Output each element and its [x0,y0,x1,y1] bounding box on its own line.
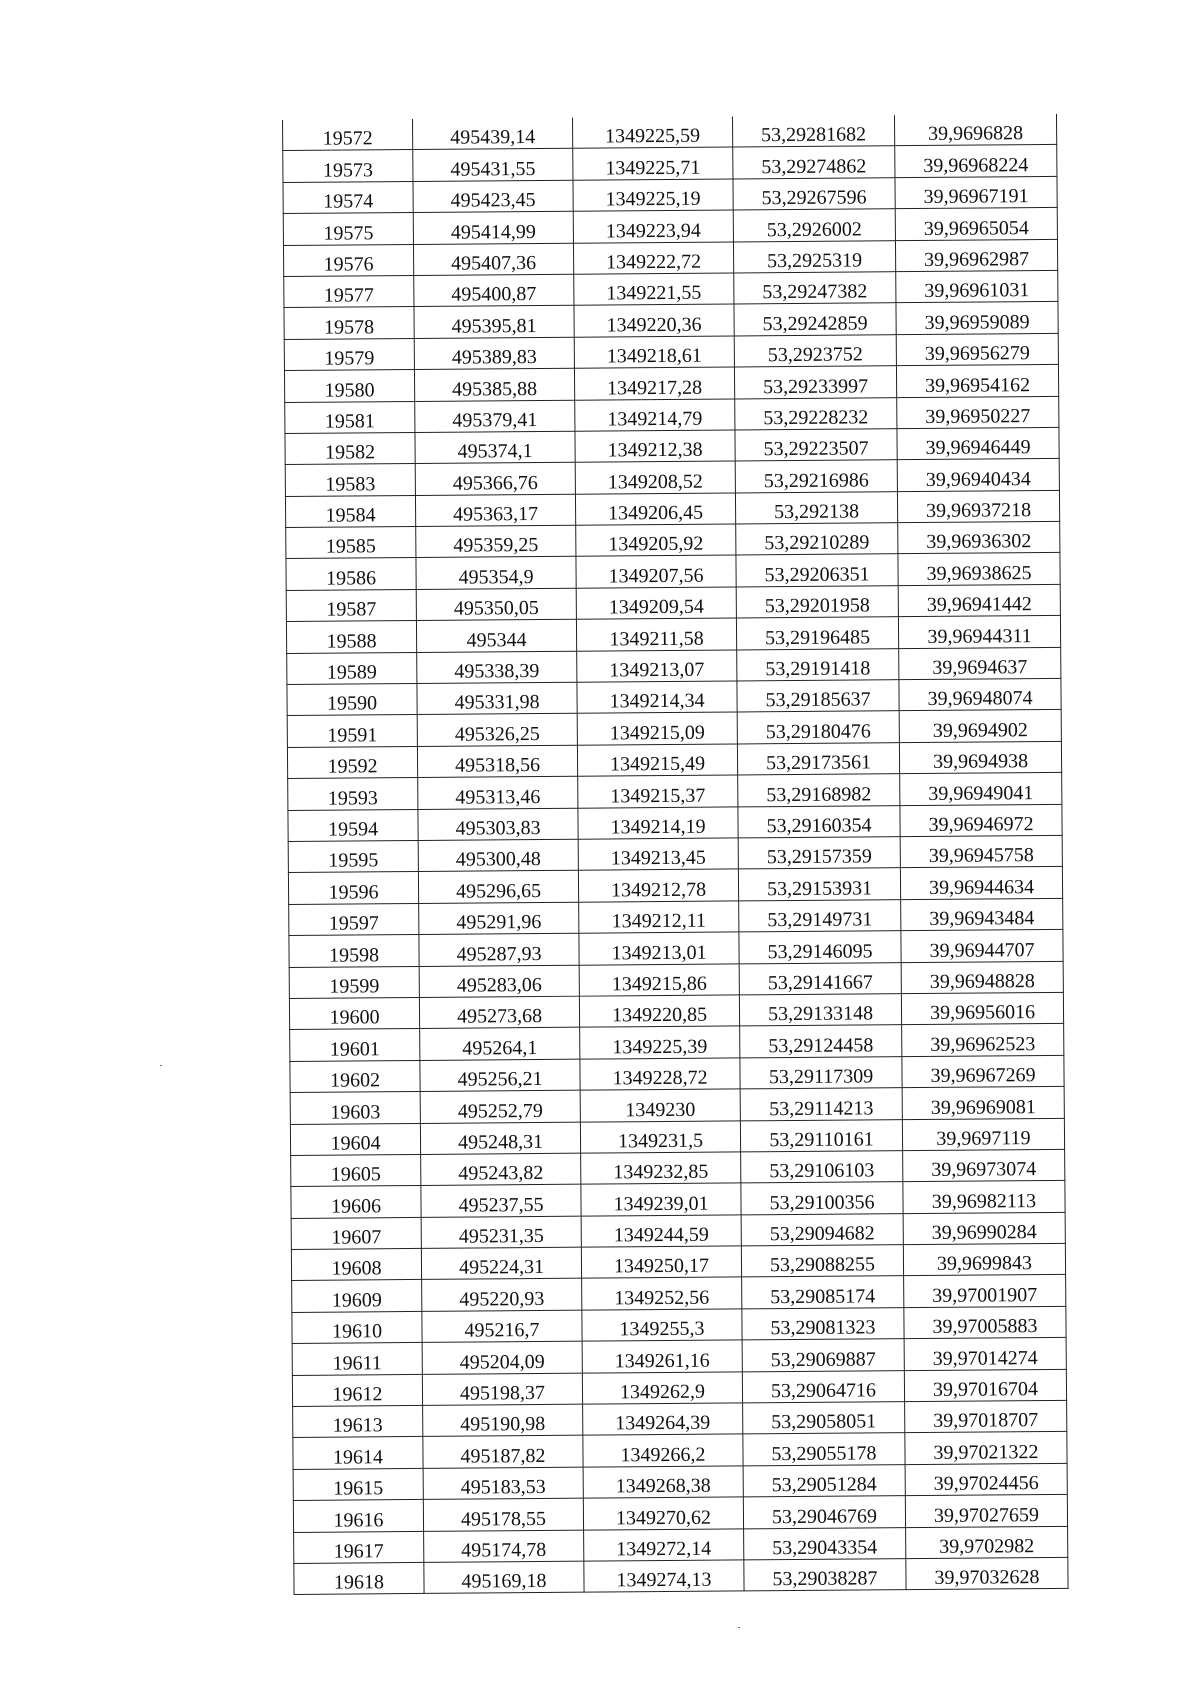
longitude-cell: 39,9697119 [902,1118,1064,1151]
latitude-cell: 53,2923752 [734,334,896,367]
point-number-cell: 19573 [283,150,413,182]
point-number-cell: 19609 [292,1280,422,1312]
scan-speck [738,1627,740,1628]
latitude-cell: 53,29085174 [742,1276,904,1309]
x-coordinate-cell: 495183,53 [423,1467,583,1500]
point-number-cell: 19572 [282,119,412,151]
point-number-cell: 19616 [293,1500,423,1532]
latitude-cell: 53,29153931 [738,868,900,901]
latitude-cell: 53,29185637 [737,680,899,713]
x-coordinate-cell: 495414,99 [413,211,573,244]
latitude-cell: 53,29055178 [743,1433,905,1466]
point-number-cell: 19575 [283,213,413,245]
latitude-cell: 53,29157359 [738,837,900,870]
x-coordinate-cell: 495395,81 [414,306,574,339]
x-coordinate-cell: 495190,98 [423,1404,583,1437]
longitude-cell: 39,9696828 [894,114,1056,146]
latitude-cell: 53,29117309 [740,1056,902,1089]
y-coordinate-cell: 1349225,39 [580,1026,740,1059]
x-coordinate-cell: 495374,1 [415,431,575,464]
latitude-cell: 53,29069887 [742,1339,904,1372]
y-coordinate-cell: 1349215,09 [577,712,737,745]
x-coordinate-cell: 495439,14 [412,118,572,150]
point-number-cell: 19610 [292,1311,422,1343]
y-coordinate-cell: 1349217,28 [574,367,734,400]
point-number-cell: 19590 [287,683,417,715]
y-coordinate-cell: 1349222,72 [573,242,733,275]
y-coordinate-cell: 1349261,16 [582,1340,742,1373]
point-number-cell: 19597 [289,903,419,935]
point-number-cell: 19587 [286,589,416,621]
y-coordinate-cell: 1349214,19 [578,807,738,840]
longitude-cell: 39,96961031 [896,270,1058,303]
latitude-cell: 53,29201958 [736,586,898,619]
y-coordinate-cell: 1349206,45 [575,493,735,526]
x-coordinate-cell: 495296,65 [418,871,578,904]
longitude-cell: 39,96948074 [899,678,1061,711]
x-coordinate-cell: 495313,46 [418,776,578,809]
latitude-cell: 53,292138 [735,491,897,524]
longitude-cell: 39,96956016 [901,992,1063,1025]
point-number-cell: 19611 [292,1343,422,1375]
longitude-cell: 39,97032628 [906,1557,1068,1590]
y-coordinate-cell: 1349213,45 [578,838,738,871]
y-coordinate-cell: 1349213,07 [577,650,737,683]
longitude-cell: 39,96946449 [897,427,1059,460]
longitude-cell: 39,96973074 [903,1149,1065,1182]
longitude-cell: 39,96940434 [897,459,1059,492]
longitude-cell: 39,96954162 [896,365,1058,398]
coordinates-table-body [282,114,1068,1595]
point-number-cell: 19615 [293,1468,423,1500]
latitude-cell: 53,29281682 [732,115,894,147]
latitude-cell: 53,29046769 [743,1496,905,1529]
longitude-cell: 39,96948828 [901,961,1063,994]
x-coordinate-cell: 495407,36 [413,243,573,276]
point-number-cell: 19586 [286,558,416,590]
y-coordinate-cell: 1349232,85 [581,1152,741,1185]
point-number-cell: 19595 [288,840,418,872]
longitude-cell: 39,96949041 [900,773,1062,806]
latitude-cell: 53,29247382 [734,272,896,305]
latitude-cell: 53,29081323 [742,1307,904,1340]
longitude-cell: 39,97005883 [904,1306,1066,1339]
point-number-cell: 19588 [286,621,416,653]
x-coordinate-cell: 495174,78 [424,1530,584,1563]
point-number-cell: 19607 [291,1217,421,1249]
longitude-cell: 39,9694902 [899,710,1061,743]
latitude-cell: 53,29173561 [737,742,899,775]
x-coordinate-cell: 495231,35 [421,1216,581,1249]
y-coordinate-cell: 1349239,01 [581,1183,741,1216]
x-coordinate-cell: 495431,55 [413,149,573,182]
point-number-cell: 19582 [285,432,415,464]
longitude-cell: 39,9694938 [899,741,1061,774]
x-coordinate-cell: 495318,56 [417,745,577,778]
point-number-cell: 19579 [284,338,414,370]
y-coordinate-cell: 1349225,71 [573,147,733,180]
longitude-cell: 39,96944707 [901,930,1063,963]
point-number-cell: 19618 [294,1562,424,1594]
longitude-cell: 39,96962523 [902,1024,1064,1057]
x-coordinate-cell: 495252,79 [420,1090,580,1123]
x-coordinate-cell: 495350,05 [416,588,576,621]
y-coordinate-cell: 1349215,49 [577,744,737,777]
longitude-cell: 39,97021322 [905,1432,1067,1465]
point-number-cell: 19605 [291,1154,421,1186]
latitude-cell: 53,29274862 [733,146,895,179]
y-coordinate-cell: 1349274,13 [584,1560,744,1593]
y-coordinate-cell: 1349212,78 [578,869,738,902]
x-coordinate-cell: 495169,18 [424,1561,584,1594]
x-coordinate-cell: 495400,87 [414,274,574,307]
latitude-cell: 53,29133148 [739,994,901,1027]
y-coordinate-cell: 1349213,01 [579,932,739,965]
longitude-cell: 39,97024456 [905,1463,1067,1496]
point-number-cell: 19584 [285,495,415,527]
x-coordinate-cell: 495363,17 [415,494,575,527]
latitude-cell: 53,29114213 [740,1088,902,1121]
longitude-cell: 39,9699843 [903,1243,1065,1276]
latitude-cell: 53,29149731 [739,899,901,932]
longitude-cell: 39,9702982 [906,1526,1068,1559]
table-row [294,1557,1068,1594]
point-number-cell: 19612 [292,1374,422,1406]
x-coordinate-cell: 495273,68 [419,996,579,1029]
latitude-cell: 53,29191418 [737,648,899,681]
latitude-cell: 53,29216986 [735,460,897,493]
y-coordinate-cell: 1349211,58 [576,618,736,651]
y-coordinate-cell: 1349214,79 [575,398,735,431]
latitude-cell: 53,29058051 [743,1402,905,1435]
x-coordinate-cell: 495303,83 [418,808,578,841]
longitude-cell: 39,96965054 [895,208,1057,241]
x-coordinate-cell: 495224,31 [421,1247,581,1280]
x-coordinate-cell: 495359,25 [416,525,576,558]
longitude-cell: 39,96956279 [896,333,1058,366]
longitude-cell: 39,96967269 [902,1055,1064,1088]
x-coordinate-cell: 495187,82 [423,1436,583,1469]
point-number-cell: 19583 [285,464,415,496]
y-coordinate-cell: 1349221,55 [574,273,734,306]
point-number-cell: 19592 [287,746,417,778]
y-coordinate-cell: 1349220,36 [574,304,734,337]
point-number-cell: 19614 [293,1437,423,1469]
y-coordinate-cell: 1349244,59 [581,1215,741,1248]
scan-speck [160,1065,162,1066]
coordinates-table [282,114,1069,1595]
y-coordinate-cell: 1349230 [580,1089,740,1122]
y-coordinate-cell: 1349220,85 [579,995,739,1028]
longitude-cell: 39,96950227 [897,396,1059,429]
x-coordinate-cell: 495389,83 [414,337,574,370]
latitude-cell: 53,29146095 [739,931,901,964]
longitude-cell: 39,97027659 [905,1495,1067,1528]
latitude-cell: 53,29223507 [735,429,897,462]
longitude-cell: 39,96943484 [901,898,1063,931]
longitude-cell: 39,96937218 [897,490,1059,523]
point-number-cell: 19576 [283,244,413,276]
y-coordinate-cell: 1349205,92 [576,524,736,557]
latitude-cell: 53,29160354 [738,805,900,838]
point-number-cell: 19578 [284,307,414,339]
x-coordinate-cell: 495237,55 [421,1184,581,1217]
latitude-cell: 53,29094682 [741,1213,903,1246]
point-number-cell: 19594 [288,809,418,841]
y-coordinate-cell: 1349209,54 [576,587,736,620]
latitude-cell: 53,29210289 [736,523,898,556]
y-coordinate-cell: 1349214,34 [577,681,737,714]
longitude-cell: 39,96938625 [898,553,1060,586]
x-coordinate-cell: 495423,45 [413,180,573,213]
x-coordinate-cell: 495385,88 [414,368,574,401]
longitude-cell: 39,96967191 [895,176,1057,209]
y-coordinate-cell: 1349223,94 [573,210,733,243]
point-number-cell: 19602 [290,1060,420,1092]
x-coordinate-cell: 495283,06 [419,965,579,998]
y-coordinate-cell: 1349252,56 [582,1277,742,1310]
point-number-cell: 19577 [284,275,414,307]
y-coordinate-cell: 1349215,37 [578,775,738,808]
longitude-cell: 39,9694637 [899,647,1061,680]
latitude-cell: 53,29043354 [744,1527,906,1560]
x-coordinate-cell: 495291,96 [419,902,579,935]
longitude-cell: 39,96962987 [895,239,1057,272]
point-number-cell: 19599 [289,966,419,998]
y-coordinate-cell: 1349250,17 [581,1246,741,1279]
point-number-cell: 19604 [290,1123,420,1155]
x-coordinate-cell: 495338,39 [417,651,577,684]
x-coordinate-cell: 495248,31 [420,1122,580,1155]
x-coordinate-cell: 495204,09 [422,1341,582,1374]
y-coordinate-cell: 1349266,2 [583,1434,743,1467]
y-coordinate-cell: 1349218,61 [574,336,734,369]
longitude-cell: 39,97001907 [904,1275,1066,1308]
x-coordinate-cell: 495264,1 [420,1028,580,1061]
y-coordinate-cell: 1349272,14 [584,1528,744,1561]
latitude-cell: 53,29228232 [735,397,897,430]
latitude-cell: 53,29088255 [741,1245,903,1278]
latitude-cell: 53,29051284 [743,1464,905,1497]
y-coordinate-cell: 1349225,59 [572,116,732,148]
latitude-cell: 53,29168982 [738,774,900,807]
latitude-cell: 53,29267596 [733,177,895,210]
x-coordinate-cell: 495287,93 [419,933,579,966]
x-coordinate-cell: 495331,98 [417,682,577,715]
x-coordinate-cell: 495198,37 [422,1373,582,1406]
x-coordinate-cell: 495326,25 [417,714,577,747]
longitude-cell: 39,96969081 [902,1086,1064,1119]
point-number-cell: 19581 [285,401,415,433]
y-coordinate-cell: 1349270,62 [583,1497,743,1530]
longitude-cell: 39,97018707 [905,1400,1067,1433]
y-coordinate-cell: 1349262,9 [582,1372,742,1405]
latitude-cell: 53,29196485 [736,617,898,650]
latitude-cell: 53,29124458 [740,1025,902,1058]
longitude-cell: 39,96959089 [896,302,1058,335]
latitude-cell: 53,29242859 [734,303,896,336]
point-number-cell: 19585 [286,527,416,559]
longitude-cell: 39,96941442 [898,584,1060,617]
y-coordinate-cell: 1349212,38 [575,430,735,463]
x-coordinate-cell: 495366,76 [415,463,575,496]
x-coordinate-cell: 495354,9 [416,557,576,590]
x-coordinate-cell: 495243,82 [421,1153,581,1186]
latitude-cell: 53,29141667 [739,962,901,995]
point-number-cell: 19601 [290,1029,420,1061]
longitude-cell: 39,96945758 [900,835,1062,868]
latitude-cell: 53,29206351 [736,554,898,587]
longitude-cell: 39,96944311 [898,616,1060,649]
point-number-cell: 19613 [293,1405,423,1437]
latitude-cell: 53,29110161 [740,1119,902,1152]
point-number-cell: 19580 [284,370,414,402]
latitude-cell: 53,2926002 [733,209,895,242]
x-coordinate-cell: 495379,41 [415,400,575,433]
y-coordinate-cell: 1349268,38 [583,1466,743,1499]
y-coordinate-cell: 1349255,3 [582,1309,742,1342]
y-coordinate-cell: 1349231,5 [580,1120,740,1153]
point-number-cell: 19596 [288,872,418,904]
latitude-cell: 53,29180476 [737,711,899,744]
y-coordinate-cell: 1349228,72 [580,1058,740,1091]
y-coordinate-cell: 1349225,19 [573,179,733,212]
point-number-cell: 19617 [294,1531,424,1563]
y-coordinate-cell: 1349264,39 [583,1403,743,1436]
latitude-cell: 53,29100356 [741,1182,903,1215]
longitude-cell: 39,96944634 [900,867,1062,900]
x-coordinate-cell: 495220,93 [422,1279,582,1312]
latitude-cell: 53,29106103 [741,1151,903,1184]
latitude-cell: 53,29233997 [734,366,896,399]
x-coordinate-cell: 495344 [416,619,576,652]
point-number-cell: 19593 [288,778,418,810]
longitude-cell: 39,96990284 [903,1212,1065,1245]
y-coordinate-cell: 1349215,86 [579,963,739,996]
point-number-cell: 19603 [290,1092,420,1124]
point-number-cell: 19598 [289,935,419,967]
point-number-cell: 19600 [289,997,419,1029]
longitude-cell: 39,96982113 [903,1181,1065,1214]
point-number-cell: 19606 [291,1186,421,1218]
x-coordinate-cell: 495256,21 [420,1059,580,1092]
latitude-cell: 53,2925319 [733,240,895,273]
point-number-cell: 19574 [283,181,413,213]
longitude-cell: 39,96936302 [898,521,1060,554]
y-coordinate-cell: 1349212,11 [579,901,739,934]
x-coordinate-cell: 495178,55 [423,1498,583,1531]
longitude-cell: 39,96946972 [900,804,1062,837]
y-coordinate-cell: 1349207,56 [576,555,736,588]
point-number-cell: 19589 [287,652,417,684]
point-number-cell: 19608 [291,1249,421,1281]
x-coordinate-cell: 495300,48 [418,839,578,872]
longitude-cell: 39,97016704 [904,1369,1066,1402]
longitude-cell: 39,96968224 [895,145,1057,178]
point-number-cell: 19591 [287,715,417,747]
y-coordinate-cell: 1349208,52 [575,461,735,494]
latitude-cell: 53,29038287 [744,1559,906,1592]
latitude-cell: 53,29064716 [742,1370,904,1403]
x-coordinate-cell: 495216,7 [422,1310,582,1343]
longitude-cell: 39,97014274 [904,1338,1066,1371]
